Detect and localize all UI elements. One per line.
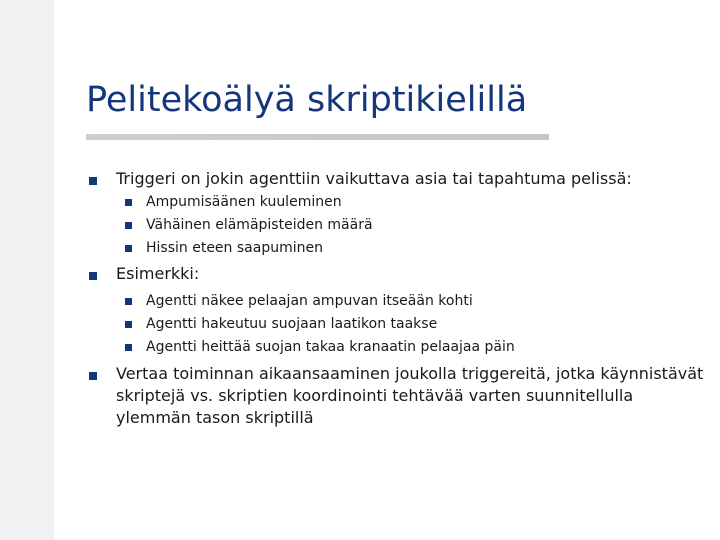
bullet-text: Vertaa toiminnan aikaansaaminen joukolla triggereitä, jotka käynnistävät skriptejä vs. skriptien koordinointi tehtävää varten suunnitellulla ylemmän tason skriptillä (116, 364, 704, 427)
square-bullet-icon (125, 199, 132, 206)
square-bullet-icon (125, 222, 132, 229)
sub-bullet-text: Agentti hakeutuu suojaan laatikon taakse (146, 316, 438, 332)
sub-bullet-text: Hissin eteen saapuminen (146, 240, 323, 256)
slide-title: Pelitekoälyä skriptikielillä (86, 80, 528, 120)
square-bullet-icon (125, 298, 132, 305)
square-bullet-icon (125, 321, 132, 328)
sub-bullet-text: Ampumisäänen kuuleminen (146, 194, 342, 210)
bullet-text: Esimerkki: (116, 264, 200, 283)
square-bullet-icon (125, 245, 132, 252)
sub-bullet-text: Agentti näkee pelaajan ampuvan itseään kohti (146, 293, 473, 309)
square-bullet-icon (89, 272, 97, 280)
square-bullet-icon (89, 372, 97, 380)
square-bullet-icon (125, 344, 132, 351)
square-bullet-icon (89, 177, 97, 185)
sub-bullet-text: Agentti heittää suojan takaa kranaatin pelaajaa päin (146, 339, 515, 355)
sub-bullet-text: Vähäinen elämäpisteiden määrä (146, 217, 373, 233)
bullet-text: Triggeri on jokin agenttiin vaikuttava asia tai tapahtuma pelissä: (116, 169, 632, 188)
